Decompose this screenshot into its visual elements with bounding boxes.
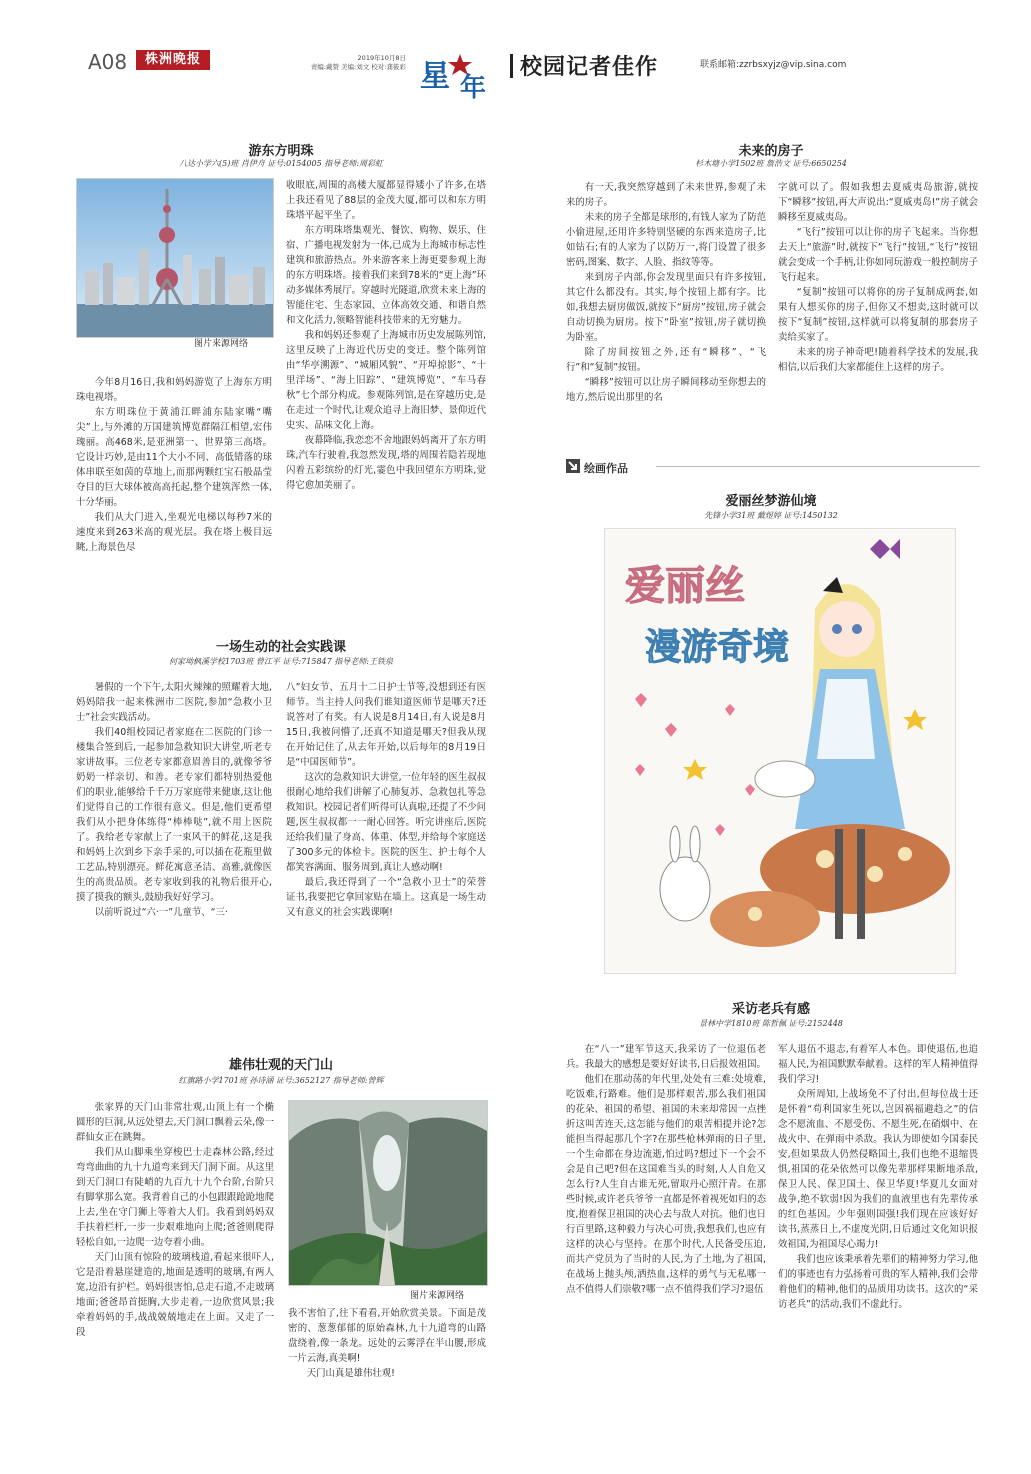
page-number: A08 <box>88 50 128 74</box>
art-title-line-2: 漫游奇境 <box>645 627 790 668</box>
article-byline: 杉木塘小学1502班 詹浩文 证号:6650254 <box>695 159 847 168</box>
header-meta <box>256 54 406 72</box>
article-byline: 红旗路小学1701班 孙诗涵 证号:3652127 指导老师:曾辉 <box>178 1076 384 1085</box>
paragraph: 天门山顶有惊险的玻璃栈道,看起来很吓人,它是沿着悬崖建造的,地面是透明的玻璃,有两人宽,边沿有护栏。妈妈很害怕,总走石道,不走玻璃地面;爸爸昂首挺胸,大步走着,一边欣赏风景;我牵着妈妈的手,战战兢兢地走在上面。又走了一段 <box>76 1252 274 1338</box>
star-icon <box>683 759 707 780</box>
article-byline: 何家坳枫溪学校1703班 曾江平 证号:715847 指导老师:王铁泉 <box>169 657 393 666</box>
paragraph: 我们从山脚乘坐穿梭巴士走森林公路,经过弯弯曲曲的九十九道弯来到天门洞下面。从这里到天门洞口有陡峭的九百九十九个台阶,台阶只有脚掌那么宽。我背着自己的小包跟跟跄跄地爬上去,坐在守门狮上等着大人们。我看到妈妈双手扶着栏杆,一步一步艰难地向上爬;爸爸则爬得轻松自如,一边爬一边夸着小曲。 <box>76 1147 274 1248</box>
tianmen-mountain-icon <box>289 1101 487 1285</box>
paragraph: 我们从大门进入,坐观光电梯以每秒7米的速度来到263米高的观光层。我在塔上极目远眺,上海景色尽 <box>76 512 272 553</box>
paragraph: 张家界的天门山非常壮观,山顶上有一个椭圆形的巨洞,从远处望去,天门洞口飘着云朵,像一群仙女正在跳舞。 <box>76 1102 274 1143</box>
drawing-section-label: 绘画作品 <box>584 462 628 475</box>
article-title: 雄伟壮观的天门山 <box>228 1058 333 1073</box>
drawing-title: 爱丽丝梦游仙境 <box>725 494 817 509</box>
section-rule <box>656 466 980 467</box>
section-logo-char-1: 星 <box>420 59 450 94</box>
paragraph: 天门山真是雄伟壮观! <box>306 1368 395 1379</box>
butterfly-icon <box>870 539 900 559</box>
article-byline: 八达小学六(5)班 肖伊舟 证号:0154005 指导老师:周彩虹 <box>179 159 383 168</box>
art-title-line-1: 爱丽丝 <box>625 563 745 609</box>
paragraph: 我和妈妈还参观了上海城市历史发展陈列馆,这里反映了上海近代历史的变迁。整个陈列馆由“华亭溯源”、“城厢风貌”、“开埠掠影”、“十里洋场”、“海上旧踪”、“建筑博览”、“车马春秋”七个部分构成。参观陈列馆,是在穿越历史,是在走过一个时代,让观众追寻上海旧梦、景仰近代史实、品味文化上海。 <box>286 330 486 431</box>
paragraph: 夜幕降临,我恋恋不舍地跟妈妈离开了东方明珠,汽车行驶着,我忽然发现,塔的周围若隐若现地闪着五彩缤纷的灯光,霎色中我回望东方明珠,觉得它愈加美丽了。 <box>286 435 486 491</box>
paragraph: 除了房间按钮之外,还有“瞬移”、“飞行”和“复制”按钮。 <box>566 347 766 373</box>
arrow-down-right-icon <box>566 459 580 473</box>
paragraph: 八”妇女节、五月十二日护士节等,没想到还有医师节。当主持人问我们谁知道医师节是哪天?还说答对了有奖。有人说是8月14日,有人说是8月15日,我被问懵了,还真不知道是哪天?但我从现在开始记住了,从去年开始,以后每年的8月19日是“中国医师节”。 <box>286 682 486 768</box>
paper-logo: 株洲晚报 <box>136 50 210 70</box>
bow-icon <box>823 577 843 593</box>
article-body-col-2 <box>778 1042 978 1458</box>
article-title: 采访老兵有感 <box>731 1002 810 1017</box>
alice-face <box>819 601 875 657</box>
alice-illustration-icon <box>605 529 955 973</box>
paragraph: 东方明珠塔集观光、餐饮、购物、娱乐、住宿、广播电视发射为一体,已成为上海城市标志性建筑和旅游热点。外来游客来上海更要参观上海的东方明珠塔。接着我们来到78米的“更上海”环动多媒体秀展厅。穿越时光隧道,欣赏未来上海的智能住宅、生态家园、立体高效交通、和谐自然和文化活力,领略智能科技带来的无穷魅力。 <box>286 225 486 326</box>
paragraph: 今年8月16日,我和妈妈游览了上海东方明珠电视塔。 <box>76 377 272 403</box>
editors-line: 责编:戴赞 美编:刘文 校对:龚筱彩 <box>310 63 406 71</box>
article-title: 一场生动的社会实践课 <box>215 640 346 655</box>
star-icon <box>903 709 927 730</box>
paragraph: 收眼底,周围的高楼大厦都显得矮小了许多,在塔上我还看见了88层的金茂大厦,都可以和东方明珠塔平起平坐了。 <box>286 180 486 221</box>
paragraph: 我们也应该秉承着先辈们的精神努力学习,他们的事迹也有力弘扬着可贵的军人精神,我们会带着他们的精神,他们的品质用功读书。这次的“采访老兵”的活动,我们不虚此行。 <box>778 1254 978 1310</box>
paragraph: 字就可以了。假如我想去夏威夷岛旅游,就按下“瞬移”按钮,再大声说出:“夏威夷岛!”房子就会瞬移至夏威夷岛。 <box>778 182 978 223</box>
paragraph: 以前听说过“六·一”儿童节、“三· <box>94 907 228 918</box>
paragraph: “飞行”按钮可以让你的房子飞起来。当你想去天上“旅游”时,就按下“飞行”按钮,“飞行”按钮就会变成一个手柄,让你如同玩游戏一般控制房子飞行起来。 <box>778 227 978 283</box>
rabbit-in-arms <box>755 761 815 797</box>
article-photo <box>288 1100 488 1286</box>
article-body-col-2 <box>288 1306 486 1396</box>
alice-drawing <box>604 528 956 974</box>
section-title: 校园记者佳作 <box>520 55 659 80</box>
article-body-col-1 <box>566 180 766 450</box>
paragraph: 军人退伍不退志,有着军人本色。即使退伍,也追福人民,为祖国默默奉献着。这样的军人精神值得我们学习! <box>778 1044 978 1085</box>
article-body-col-1 <box>76 680 272 1040</box>
mushroom-cap <box>710 891 820 947</box>
paragraph: 最后,我还得到了一个“急救小卫士”的荣誉证书,我要把它拿回家贴在墙上。这真是一场生动又有意义的社会实践课啊! <box>286 877 486 918</box>
paragraph: 这次的急救知识大讲堂,一位年轻的医生叔叔很耐心地给我们讲解了心肺复苏、急救包扎等急救知识。校园记者们听得可认真啦,还提了不少问题,医生叔叔都一一耐心回答。听完讲座后,医院还给我们量了身高、体重、体型,并给每个家庭送了300多元的体检卡。医院的医生、护士每个人都笑容满面、服务周到,真让人感动啊! <box>286 772 486 873</box>
paragraph: 未来的房子神奇吧!随着科学技术的发展,我相信,以后我们大家都能住上这样的房子。 <box>778 347 978 373</box>
article-body-col-1 <box>566 1042 766 1458</box>
photo-credit: 图片来源网络 <box>410 1291 465 1301</box>
paragraph: 我不害怕了,往下看看,开始欣赏美景。下面是茂密的、葱葱郁郁的原始森林,九十九道弯的山路盘绕着,像一条龙。远处的云雾浮在半山腰,形成一片云海,真美啊! <box>288 1308 486 1364</box>
article-byline: 景林中学1810班 陈哲佩 证号:2152448 <box>699 1019 843 1028</box>
paragraph: 来到房子内部,你会发现里面只有许多按钮,其它什么都没有。其实,每个按钮上都有字。比如,我想去厨房做饭,就按下“厨房”按钮,房子就会自动切换为厨房。按下“卧室”按钮,房子就切换为卧室。 <box>566 272 766 343</box>
rabbit-icon <box>660 857 710 921</box>
paragraph: 他们在那动荡的年代里,处处有三难:处境难,吃饭难,行路难。他们是那样艰苦,那么我们祖国的花朵、祖国的希望、祖国的未来却常因一点挫折这叫苦连天,这怎能与他们的艰苦相提并论?怎能担当得起那几个字?在那些枪林弹雨的日子里,一个生命都在身边流逝,怕过吗?想过下一个会不会是自己吧?但在这国难当头的时刻,人人自危又怎么行?人生自古谁无死,留取丹心照汗青。在那些时候,或许老兵爷爷一直都是怀着视死如归的态度,抱着保卫祖国的决心去与敌人对抗。他们也日行百里路,这种毅力与决心可贵,我想我们,也应有这样的决心与坚持。在那个时代,人民备受压迫,而共产党员为了当时的人民,为了土地,为了祖国,在战场上抛头颅,洒热血,这样的勇气与无私哪一点不值得人们崇敬?哪一点不值得我们学习?退伍 <box>566 1074 766 1295</box>
paragraph: 众所周知,上战场免不了付出,但每位战士还是怀着“苟利国家生死以,岂因祸福避趋之”的信念不愿流血、不愿受伤、不愿生死,在硝烟中、在战火中、在弹雨中杀敌。我认为即使如今国泰民安,但如果敌人仍然侵略国土,我们也绝不退缩畏惧,祖国的花朵依然可以像先辈那样果断地杀敌,保卫人民、保卫国土、保卫华夏!华夏儿女面对战争,绝不软弱!因为我们的血液里也有先辈传承的红色基因。少年强则国强!我们现在应该好好读书,蒸蒸日上,不虚度光阴,日后通过文化知识报效祖国,为祖国尽心竭力! <box>778 1089 978 1250</box>
oriental-pearl-tower-icon <box>77 179 273 337</box>
paragraph: 在“八一”建军节这天,我采访了一位退伍老兵。我最大的感想是要好好读书,日后报效祖国。 <box>566 1044 766 1070</box>
paragraph: 我们40组校园记者家庭在二医院的门诊一楼集合签到后,一起参加急救知识大讲堂,听老专家讲故事。三位老专家都意眉善目的,就像爷爷奶奶一样亲切、和善。老专家们都特别热爱他们的职业,能够给千千万万家庭带来健康,这让他们觉得自己的工作很有意义。但是,他们更希望我们从小把身体练得“棒棒哒”,就不用上医院了。我给老专家献上了一束风干的鲜花,这是我和妈妈上次到乡下亲手采的,可以插在花瓶里做工艺品,特别漂亮。鲜花寓意圣洁、高雅,就像医生的高贵品质。老专家收到我的礼物后很开心,摸了摸我的额头,鼓励我好好学习。 <box>76 727 272 903</box>
paragraph: 有一天,我突然穿越到了未来世界,参观了未来的房子。 <box>566 182 766 208</box>
article-body-col-1 <box>76 375 272 597</box>
article-body-col-2 <box>286 178 486 598</box>
article-title: 未来的房子 <box>738 144 804 159</box>
article-body-col-1 <box>76 1100 274 1430</box>
issue-date: 2019年10月8日 <box>357 54 406 62</box>
paragraph: 未来的房子全都是球形的,有钱人家为了防范小偷进屋,还用许多特别坚硬的东西来造房子,比如钻石;有的人家为了以防万一,将门设置了很多密码,图案、数字、人脸、指纹等等。 <box>566 212 766 268</box>
article-title: 游东方明珠 <box>248 144 314 159</box>
article-body-col-2 <box>778 180 978 450</box>
contact-email: 联系邮箱:zzrbsxyjz@vip.sina.com <box>700 60 847 70</box>
paragraph: 东方明珠位于黄浦江畔浦东陆家嘴“嘴尖”上,与外滩的万国建筑博览群隔江相望,宏伟瑰丽。高468米,是亚洲第一、世界第三高塔。它设计巧妙,是由11个大小不同、高低错落的球体串联至如茵的草地上,而那两颗红宝石般晶莹夺目的巨大球体被高高托起,整个建筑浑然一体,十分华丽。 <box>76 407 272 508</box>
photo-credit: 图片来源网络 <box>194 339 249 349</box>
article-body-col-2 <box>286 680 486 1040</box>
section-logo-icon <box>416 48 506 100</box>
drawing-byline: 先锋小学31班 戴煜婷 证号:1450132 <box>704 511 838 520</box>
paragraph: “复制”按钮可以将你的房子复制成两套,如果有人想买你的房子,但你又不想卖,这时就可以按下“复制”按钮,这样就可以将复制的那套房子卖给买家了。 <box>778 287 978 343</box>
paragraph: 暑假的一个下午,太阳火辣辣的照耀着大地,妈妈陪我一起来株洲市二医院,参加“急救小卫士”社会实践活动。 <box>76 682 272 723</box>
section-logo-char-2: 年 <box>460 73 487 100</box>
article-photo <box>76 178 274 338</box>
paragraph: “瞬移”按钮可以让房子瞬间移动至你想去的地方,然后说出那里的名 <box>566 377 766 403</box>
section-divider <box>510 54 513 78</box>
